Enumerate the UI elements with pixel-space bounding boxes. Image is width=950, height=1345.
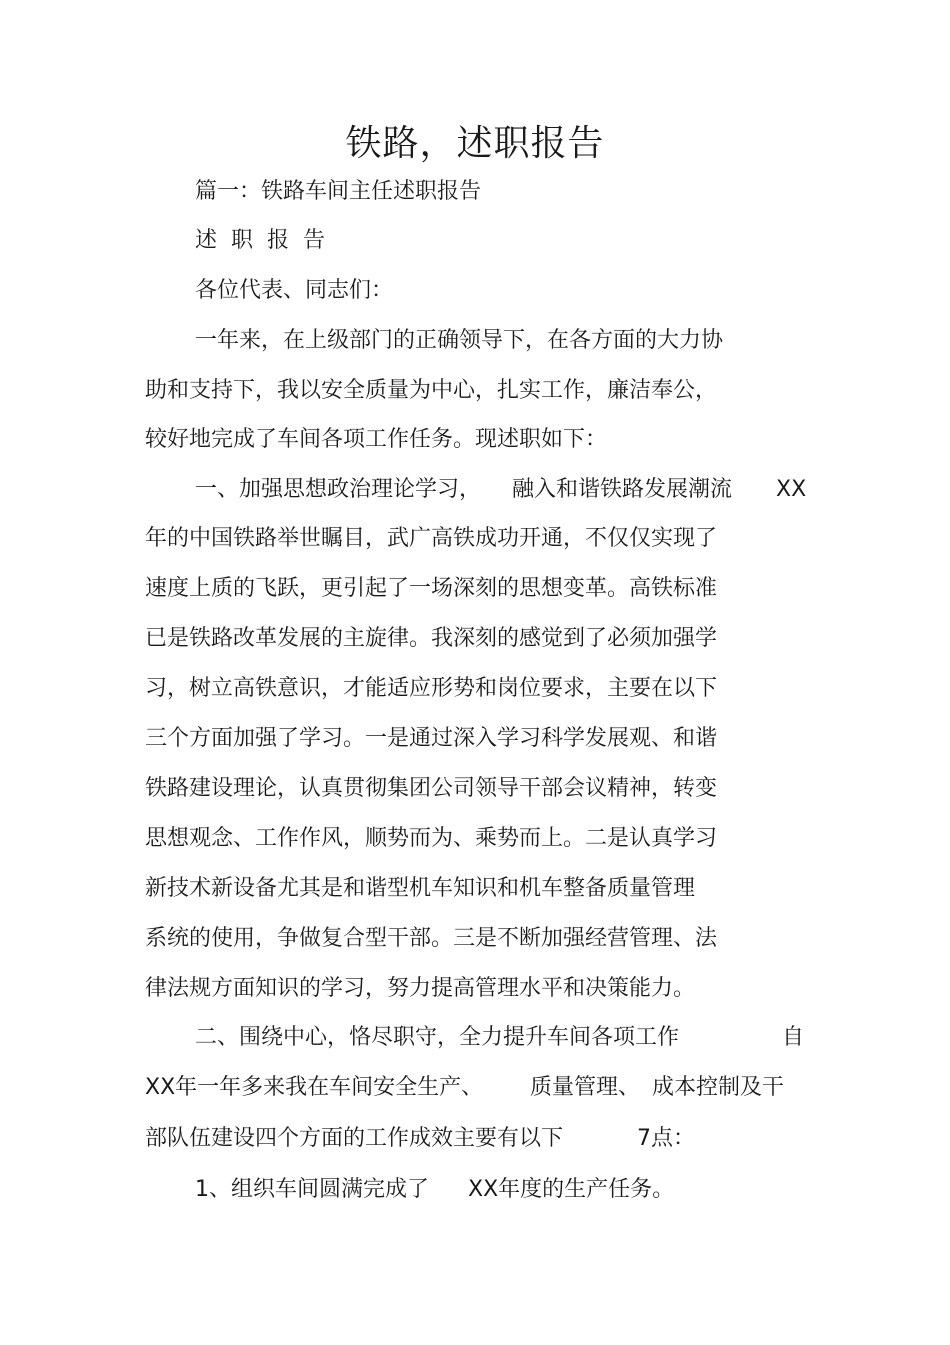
paragraph-line: 铁路建设理论，认真贯彻集团公司领导干部会议精神，转变	[145, 776, 718, 801]
document-subtitle: 篇一：铁路车间主任述职报告	[195, 179, 482, 204]
section2-heading-part: 自	[782, 1025, 805, 1050]
paragraph-line: 已是铁路改革发展的主旋律。我深刻的感觉到了必须加强学	[145, 626, 718, 651]
paragraph-segment: 部队伍建设四个方面的工作成效主要有以下	[145, 1126, 564, 1151]
paragraph-line: 系统的使用，争做复合型干部。三是不断加强经营管理、法	[145, 926, 718, 951]
paragraph-line: 律法规方面知识的学习，努力提高管理水平和决策能力。	[145, 976, 696, 1001]
paragraph-segment: 成本控制及干	[652, 1075, 785, 1100]
document-title: 铁路，述职报告	[345, 123, 605, 164]
salutation: 各位代表、同志们：	[195, 278, 394, 303]
report-heading: 述 职 报 告	[195, 228, 325, 253]
paragraph-line: 速度上质的飞跃，更引起了一场深刻的思想变革。高铁标准	[145, 576, 718, 601]
paragraph-segment: 质量管理、	[530, 1075, 641, 1100]
paragraph-line: 新技术新设备尤其是和谐型机车知识和机车整备质量管理	[145, 876, 696, 901]
paragraph-segment: XX年一年多来我在车间安全生产、	[145, 1075, 484, 1100]
list-item-part: 1、组织车间圆满完成了	[195, 1177, 429, 1202]
paragraph-segment: 7点：	[637, 1126, 695, 1151]
section1-heading-part: XX	[776, 477, 807, 502]
section1-heading-part: 一、加强思想政治理论学习，	[195, 477, 482, 502]
paragraph-line: 较好地完成了车间各项工作任务。现述职如下：	[145, 427, 608, 452]
paragraph-line: 助和支持下，我以安全质量为中心，扎实工作，廉洁奉公，	[145, 378, 718, 403]
section1-heading-part: 融入和谐铁路发展潮流	[512, 477, 733, 502]
paragraph-line: 习，树立高铁意识，才能适应形势和岗位要求，主要在以下	[145, 676, 718, 701]
paragraph-line: 思想观念、工作作风，顺势而为、乘势而上。二是认真学习	[145, 826, 718, 851]
paragraph-line: 三个方面加强了学习。一是通过深入学习科学发展观、和谐	[145, 726, 718, 751]
list-item-part: XX年度的生产任务。	[468, 1177, 675, 1202]
paragraph-line: 年的中国铁路举世瞩目，武广高铁成功开通，不仅仅实现了	[145, 526, 718, 551]
section2-heading-part: 二、围绕中心，恪尽职守，全力提升车间各项工作	[195, 1025, 680, 1050]
paragraph-line: 一年来，在上级部门的正确领导下，在各方面的大力协	[195, 328, 724, 353]
